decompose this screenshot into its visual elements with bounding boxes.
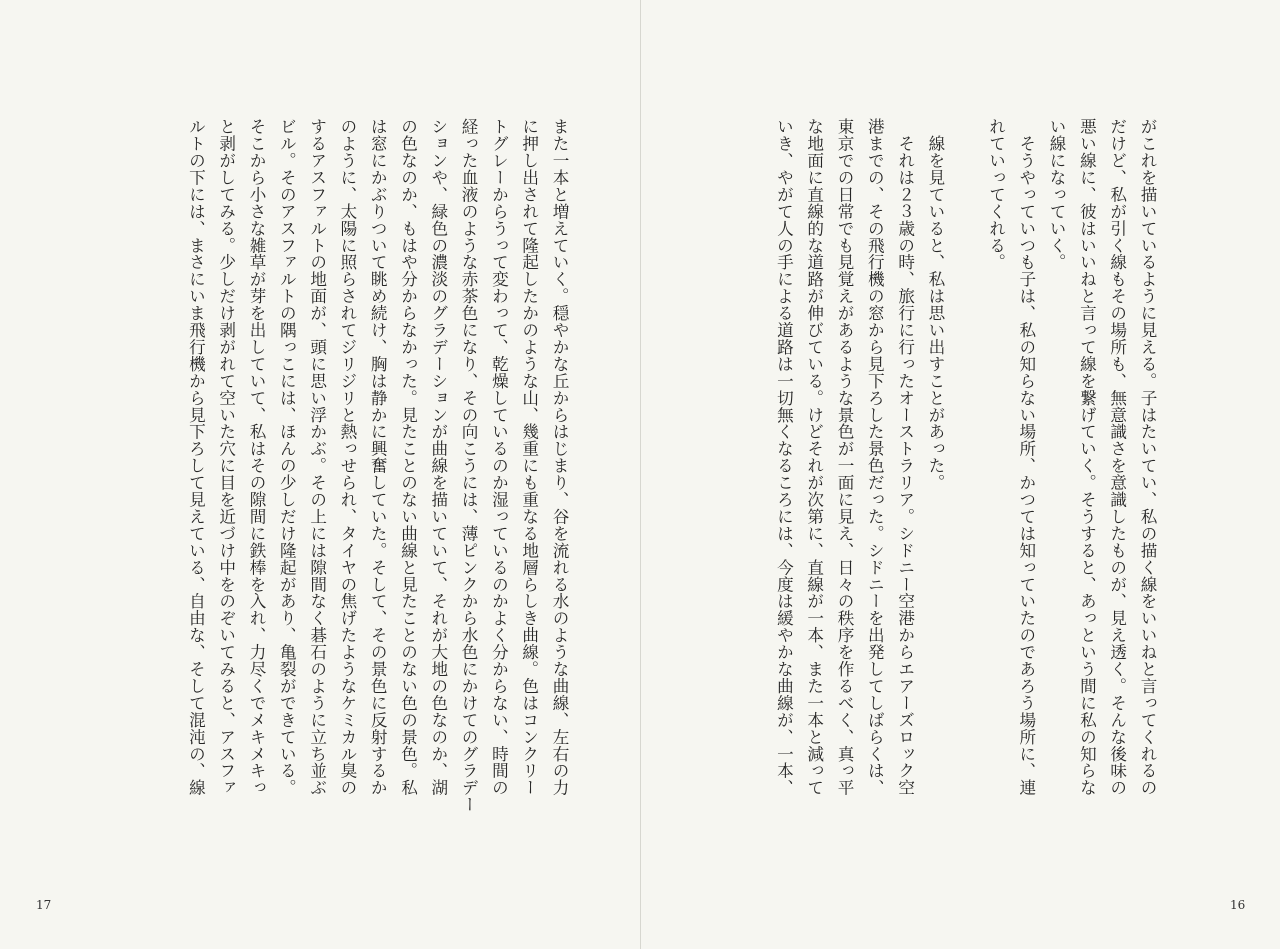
- text-line: 経った血液のような赤茶色になり、その向こうには、薄ピンクから水色にかけてのグラデー: [459, 118, 479, 813]
- left-page-text: [154, 118, 574, 818]
- text-line: と剥がしてみる。少しだけ剥がれて空いた穴に目を近づけ中をのぞいてみると、アスファ: [216, 118, 236, 796]
- text-line: だけど、私が引く線もその場所も、無意識さを意識したものが、見え透く。そんな後味の: [1107, 118, 1127, 796]
- text-line: 線を見ていると、私は思い出すことがあった。: [925, 118, 945, 491]
- text-line: ションや、緑色の濃淡のグラデーションが曲線を描いていて、それが大地の色なのか、湖: [428, 118, 448, 796]
- text-line: のように、太陽に照らされてジリジリと熱っせられ、タイヤの焦げたようなケミカル臭の: [337, 118, 357, 796]
- text-line: また一本と増えていく。穏やかな丘からはじまり、谷を流れる水のような曲線、左右の力: [550, 118, 569, 796]
- text-line: ビル。そのアスファルトの隅っこには、ほんの少しだけ隆起があり、亀裂ができている。: [277, 118, 297, 796]
- text-line: の色なのか、もはや分からなかった。見たことのない曲線と見たことのない色の景色。私: [398, 118, 418, 796]
- text-line: がこれを描いているように見える。子はたいてい、私の描く線をいいねと言ってくれるの: [1138, 118, 1157, 796]
- page-number-right: 16: [1230, 898, 1246, 912]
- text-line: ルトの下には、まさにいま飛行機から見下ろして見えている、自由な、そして混沌の、線: [186, 118, 206, 796]
- text-line: いき、やがて人の手による道路は一切無くなるころには、今度は緩やかな曲線が、一本、: [774, 118, 794, 796]
- right-page-text: [742, 118, 1162, 818]
- right-page: [641, 0, 1280, 949]
- text-line: に押し出されて隆起したかのような山、幾重にも重なる地層らしき曲線。色はコンクリー: [519, 118, 539, 796]
- blank-line: [950, 118, 980, 818]
- page-number-left: 17: [36, 898, 52, 912]
- text-line: れていってくれる。: [986, 118, 1006, 271]
- text-line: それは２３歳の時、旅行に行ったオーストラリア。シドニー空港からエアーズロック空: [895, 118, 915, 796]
- text-line: トグレーからうって変わって、乾燥しているのか湿っているのかよく分からない、時間の: [489, 118, 509, 796]
- text-line: な地面に直線的な道路が伸びている。けどそれが次第に、直線が一本、また一本と減って: [804, 118, 824, 796]
- text-line: 東京での日常でも見覚えがあるような景色が一面に見え、日々の秩序を作るべく、真っ平: [835, 118, 855, 796]
- text-line: そうやっていつも子は、私の知らない場所、かつては知っていたのであろう場所に、連: [1016, 118, 1036, 796]
- text-line: 港までの、その飛行機の窓から見下ろした景色だった。シドニーを出発してしばらくは、: [865, 118, 885, 796]
- text-line: そこから小さな雑草が芽を出していて、私はその隙間に鉄棒を入れ、力尽くでメキメキっ: [247, 118, 267, 796]
- text-line: い線になっていく。: [1047, 118, 1067, 271]
- text-line: 悪い線に、彼はいいねと言って線を繋げていく。そうすると、あっという間に私の知らな: [1077, 118, 1097, 796]
- text-line: するアスファルトの地面が、頭に思い浮かぶ。その上には隙間なく碁石のように立ち並ぶ: [307, 118, 327, 796]
- text-line: は窓にかぶりついて眺め続け、胸は静かに興奮していた。そして、その景色に反射するか: [368, 118, 388, 796]
